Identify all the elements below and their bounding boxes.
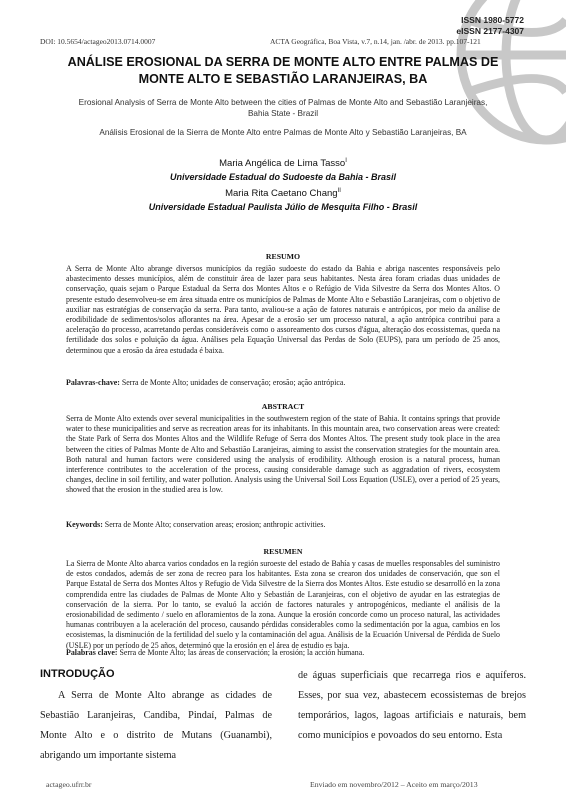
title-english: Erosional Analysis of Serra de Monte Alto between the cities of Palmas de Monte Alto and Sebastião Laranjeiras, Bahia State - Brazil — [78, 98, 488, 118]
resumen-text: La Sierra de Monte Alto abarca varios condados en la región suroeste del estado de Bahía y casas de muelles responsables del suministro de estos condados, además de ser zona de recreo para los habitantes. Esta zona se crearon dos unidades de conservación, que son el Parque Estatal de Serra dos Montes Altos y Refugio de Vida Silvestre de la Sierra dos Montes Altos. Este estudio se desarrolló en la zona comprendida entre las ciudades de Palmas de Monte Alto y Sebastián de Laranjeiras, con el objetivo de ayudar en las estrategias de conservación de la sierra. Por lo tanto, se evaluó la acción de factores naturales y antropogénicos, mediante el análisis de la erosionabilidad de sedimento / suelo en afloramientos de la zona. Aunque la erosión concorde como un proceso natural, las actividades humanas contribuyen a la aceleración del proceso, causando pérdidas considerables como la sedimentación por la agua, cambios en los ecosistemas, la disminución de la fertilidad del suelo y la contaminación del agua. Análisis de la Ecuación Universal de Pérdida de Suelo (USLE) por un período de 25 años, determinó que la erosión en el área de estudio es baja. — [66, 559, 500, 650]
doi: DOI: 10.5654/actageo2013.0714.0007 — [40, 37, 156, 46]
issn: ISSN 1980-5772 — [461, 15, 524, 25]
resumo-text: A Serra de Monte Alto abrange diversos municípios da região sudoeste do estado da Bahia e abriga nascentes responsáveis pelo abastecimento desses municípios, além de constituir área de lazer para seus habitantes. Nesta área foram criadas duas unidades de conservação, quais sejam o Parque Estadual da Serra dos Montes Altos e o Refúgio de Vida Silvestre da Serra dos Montes Altos. O presente estudo desenvolveu-se em área situada entre os municípios de Palmas de Monte Alto e Sebastião Laranjeiras, com o objetivo de auxiliar nas estratégias de conservação da serra. Para tanto, avaliou-se a ação de fatores naturais e antrópicos, por meio da análise de erodibilidade de sedimentos/solos aflorantes na área. Apesar de a erosão ser um processo natural, a ação antrópica contribui para a aceleração do processo, acarretando perdas consideráveis como o assoreamento dos cursos d'água, alteração dos ecossistemas, queda na fertilidade dos solos e poluição da água. Análises pela Equação Universal das Perdas de Solo (EUPS), para um período de 25 anos, determinou que a erosão da área estudada é baixa. — [66, 264, 500, 355]
resumen-keywords: Palabras clave: Serra de Monte Alto; las áreas de conservación; la erosión; la acción humana. — [66, 648, 365, 657]
abstract-heading: ABSTRACT — [261, 402, 305, 411]
author-2: Maria Rita Caetano Chang$^{II}$ — [225, 188, 341, 200]
resumen-heading: RESUMEN — [263, 547, 303, 556]
abstract-text: Serra de Monte Alto extends over several municipalities in the southwestern region of the state of Bahia. It contains springs that provide water to these municipalities and serve as recreation areas for its inhabitants. In this mountain area, two conservation areas were created: the State Park of Serra dos Montes Altos and the Wildlife Refuge of Serra dos Montes Altos. The present study took place in the area between the cities of Palmas Monte de Alto and Sebastião Laranjeiras, aiming to assist the conservation strategies for the mountain area. Both natural and human factors were considered using the analysis of erodibility. Although erosion is a natural process, human interference contributes to the acceleration of the process, causing considerable damage such as aggradation of rivers, ecosystem changes, decline in soil fertility, and water pollution. Analysis using the Universal Soil Loss Equation (USLE), over a period of 25 years, showed that the erosion in the studied area is low. — [66, 414, 500, 495]
introduction-column-1: A Serra de Monte Alto abrange as cidades de Sebastião Laranjeiras, Candiba, Pindaí, Palmas de Monte Alto e o distrito de Mutans (Guanambi), abrigando um importante sistema — [40, 690, 272, 761]
introduction-column-2: de águas superficiais que recarrega rios e aquíferos. Esses, por sua vez, abastecem ecossistemas de brejos temporários, lagos, lagoas artificiais e naturais, bem como municípios e povoados do seu entorno. Esta — [298, 670, 526, 741]
introduction-heading: INTRODUÇÃO — [40, 668, 115, 680]
journal-citation: ACTA Geográfica, Boa Vista, v.7, n.14, jan. /abr. de 2013. pp.107-121 — [270, 37, 481, 46]
footer-site: actageo.ufrr.br — [46, 780, 92, 789]
affiliation-1: Universidade Estadual do Sudoeste da Bahia - Brasil — [169, 172, 397, 182]
eissn: eISSN 2177-4307 — [456, 26, 524, 36]
abstract-keywords: Keywords: Serra de Monte Alto; conservation areas; erosion; anthropic activities. — [66, 520, 326, 529]
article-title: ANÁLISE EROSIONAL DA SERRA DE MONTE ALTO ENTRE PALMAS DE MONTE ALTO E SEBASTIÃO LARANJEIRAS, BA — [67, 55, 499, 86]
footer-dates: Enviado em novembro/2012 – Aceito em março/2013 — [310, 780, 478, 789]
title-spanish: Análisis Erosional de la Sierra de Monte Alto entre Palmas de Monte Alto y Sebastião Laranjeiras, BA — [99, 128, 467, 137]
author-1: Maria Angélica de Lima Tasso$^I$ — [219, 158, 347, 170]
affiliation-2: Universidade Estadual Paulista Júlio de Mesquita Filho - Brasil — [148, 202, 418, 212]
resumo-heading: RESUMO — [265, 252, 301, 261]
resumo-keywords: Palavras-chave: Serra de Monte Alto; unidades de conservação; erosão; ação antrópica. — [66, 378, 346, 387]
